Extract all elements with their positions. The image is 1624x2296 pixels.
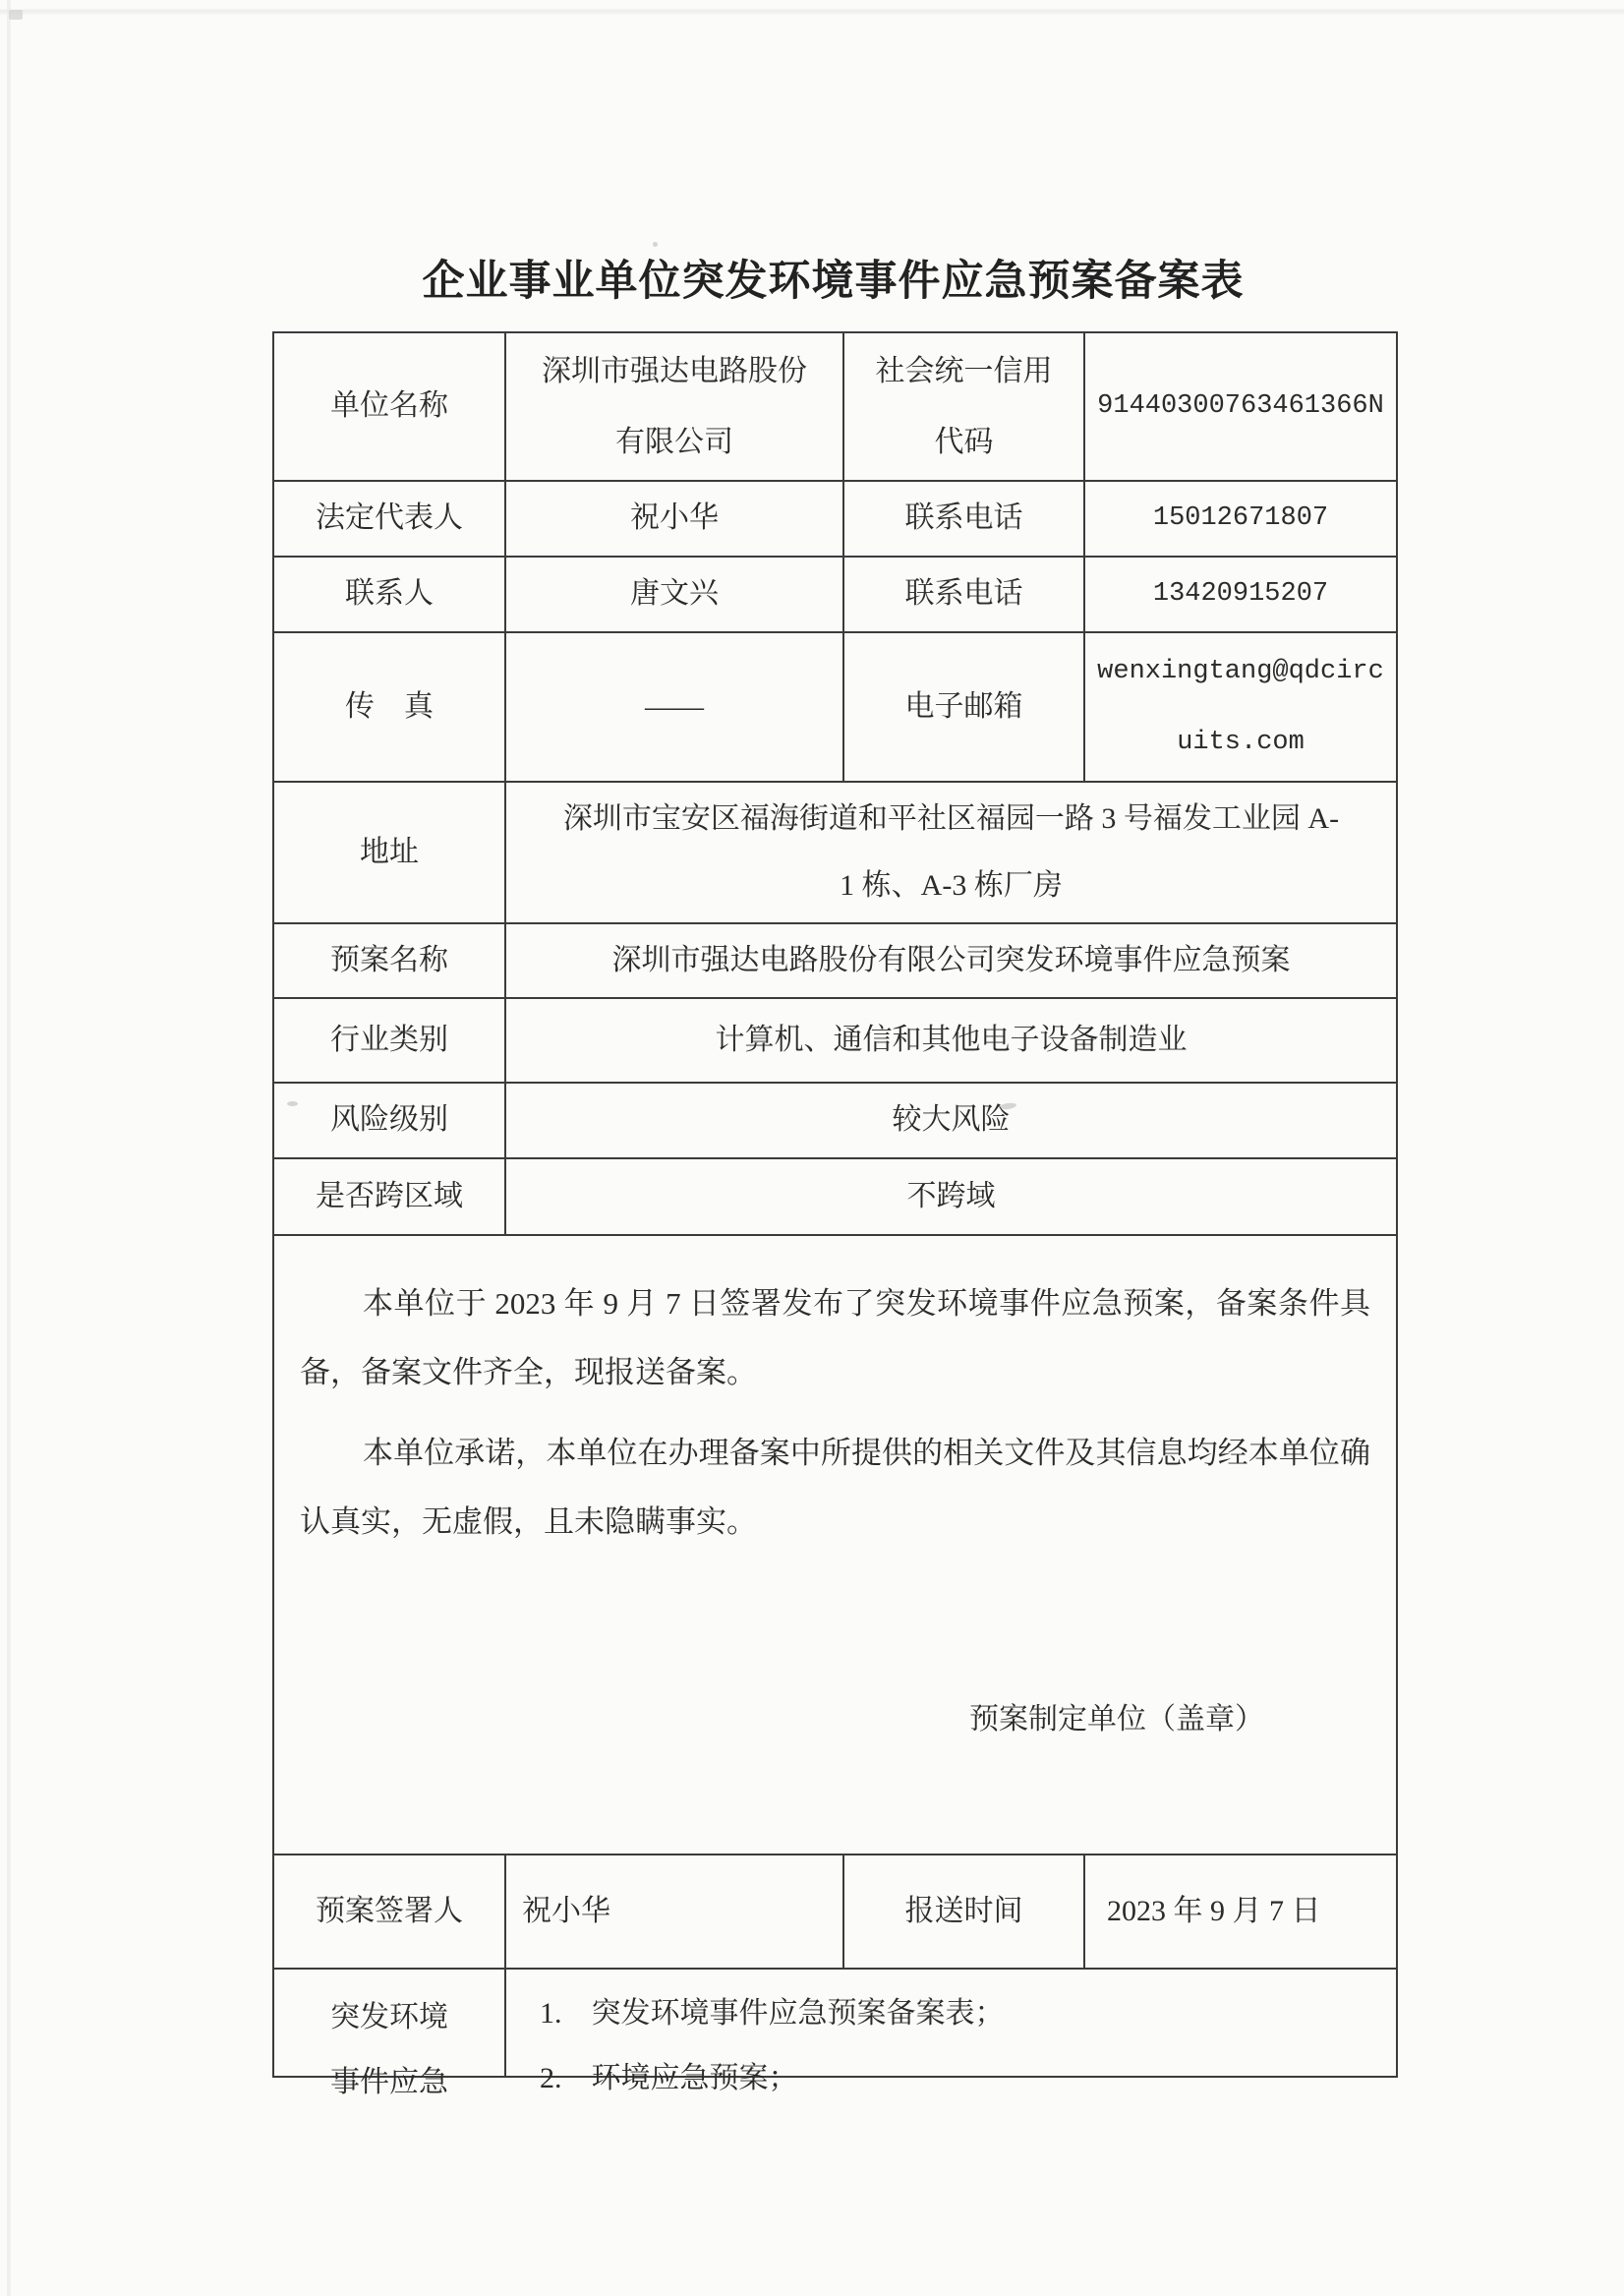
table-row-fax bbox=[274, 631, 1396, 781]
seal-line: 预案制定单位（盖章） bbox=[969, 1703, 1264, 1736]
email-value-line1: wenxingtang@qdcirc bbox=[1097, 657, 1384, 686]
scan-corner-artifact bbox=[9, 10, 23, 20]
address-value-line2: 1 栋、A-3 栋厂房 bbox=[840, 869, 1063, 902]
scan-left-edge-artifact bbox=[7, 0, 11, 2296]
legal-rep-value: 祝小华 bbox=[504, 482, 842, 556]
address-label: 地址 bbox=[360, 835, 419, 868]
address-value-line1: 深圳市宝安区福海街道和平社区福园一路 3 号福发工业园 A- bbox=[562, 802, 1340, 835]
plan-name-label: 预案名称 bbox=[330, 943, 448, 976]
plan-name-value: 深圳市强达电路股份有限公司突发环境事件应急预案 bbox=[504, 924, 1396, 997]
attachments-label-line2: 事件应急 bbox=[330, 2066, 448, 2098]
scan-top-edge-artifact bbox=[0, 8, 1624, 15]
legal-rep-phone-label: 联系电话 bbox=[842, 482, 1083, 556]
credit-code-label-line2: 代码 bbox=[934, 425, 994, 458]
table-row-legal-rep bbox=[274, 480, 1396, 556]
legal-rep-label: 法定代表人 bbox=[316, 501, 463, 535]
table-row-risk-level bbox=[274, 1082, 1396, 1157]
attachments-label bbox=[274, 1970, 504, 2098]
submit-time-label: 报送时间 bbox=[842, 1855, 1083, 1968]
industry-label: 行业类别 bbox=[330, 1023, 448, 1056]
table-row-plan-name bbox=[274, 922, 1396, 997]
unit-name-value-line1: 深圳市强达电路股份 bbox=[542, 354, 807, 387]
contact-phone-label: 联系电话 bbox=[842, 558, 1083, 631]
table-row-contact bbox=[274, 556, 1396, 631]
email-label: 电子邮箱 bbox=[842, 633, 1083, 781]
unit-name-label: 单位名称 bbox=[330, 389, 448, 423]
risk-level-value: 较大风险 bbox=[504, 1084, 1396, 1157]
table-row-declaration bbox=[274, 1234, 1396, 1854]
signer-label: 预案签署人 bbox=[316, 1894, 463, 1927]
attachment-item-2: 2. 环境应急预案； bbox=[540, 2062, 798, 2094]
cross-region-label: 是否跨区域 bbox=[316, 1179, 463, 1212]
cross-region-value: 不跨域 bbox=[504, 1159, 1396, 1234]
credit-code-label-line1: 社会统一信用 bbox=[875, 354, 1053, 387]
unit-name-value-line2: 有限公司 bbox=[615, 425, 733, 458]
fax-value: —— bbox=[504, 633, 842, 781]
contact-label: 联系人 bbox=[345, 577, 434, 611]
table-row-address bbox=[274, 781, 1396, 922]
attachments-label-line1: 突发环境 bbox=[330, 2001, 448, 2033]
credit-code-label bbox=[842, 333, 1083, 480]
email-value bbox=[1083, 633, 1396, 781]
table-row-attachments bbox=[274, 1968, 1396, 2098]
page-title: 企业事业单位突发环境事件应急预案备案表 bbox=[422, 258, 1245, 305]
credit-code-value: 91440300763461366N bbox=[1083, 333, 1396, 480]
email-value-line2: uits.com bbox=[1177, 728, 1305, 757]
submit-time-value: 2023 年 9 月 7 日 bbox=[1083, 1855, 1396, 1968]
attachment-item-1: 1. 突发环境事件应急预案备案表； bbox=[540, 1997, 1005, 2030]
table-row-cross-region bbox=[274, 1157, 1396, 1234]
unit-name-value bbox=[504, 333, 842, 480]
table-row-unit-name bbox=[274, 333, 1396, 480]
fax-label: 传 真 bbox=[345, 689, 434, 723]
declaration-paragraph-1: 本单位于 2023 年 9 月 7 日签署发布了突发环境事件应急预案，备案条件具备，备案文件齐全，现报送备案。 bbox=[300, 1286, 1370, 1389]
filing-form-table bbox=[272, 331, 1398, 2098]
scan-speck bbox=[653, 242, 658, 247]
table-row-industry bbox=[274, 997, 1396, 1082]
industry-value: 计算机、通信和其他电子设备制造业 bbox=[504, 999, 1396, 1082]
risk-level-label: 风险级别 bbox=[330, 1103, 448, 1137]
address-value bbox=[504, 783, 1396, 922]
table-row-signer bbox=[274, 1854, 1396, 1968]
contact-phone-value: 13420915207 bbox=[1083, 558, 1396, 631]
attachments-list bbox=[504, 1970, 1396, 2094]
declaration-cell bbox=[274, 1236, 1396, 1854]
contact-value: 唐文兴 bbox=[504, 558, 842, 631]
declaration-paragraph-2: 本单位承诺，本单位在办理备案中所提供的相关文件及其信息均经本单位确认真实，无虚假，且未隐瞒事实。 bbox=[300, 1436, 1370, 1539]
legal-rep-phone-value: 15012671807 bbox=[1083, 482, 1396, 556]
signer-value: 祝小华 bbox=[504, 1855, 842, 1968]
